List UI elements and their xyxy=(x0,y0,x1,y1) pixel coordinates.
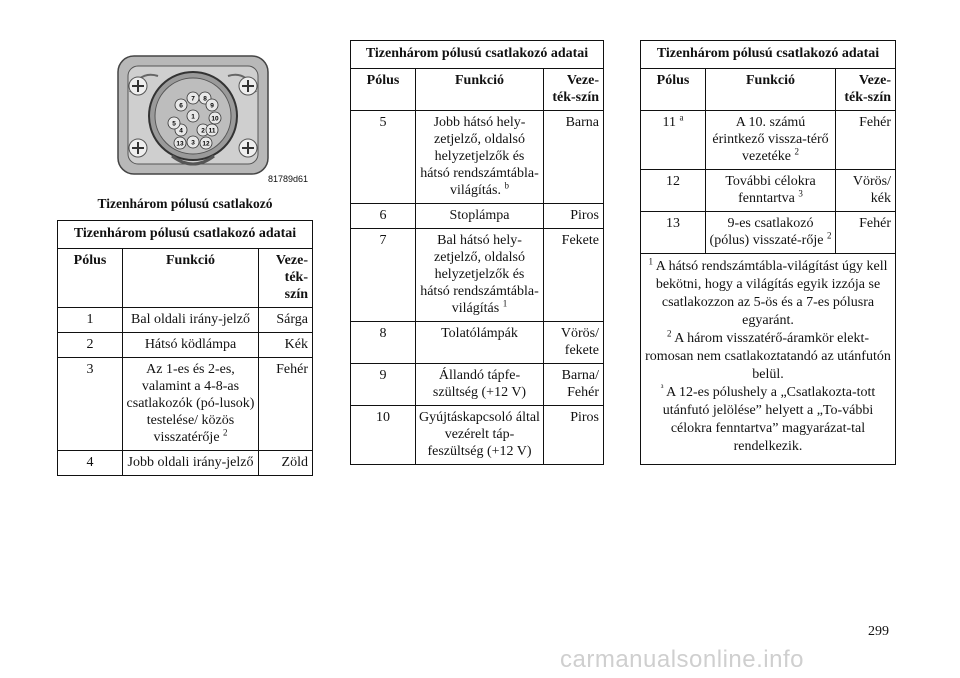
function-cell: Hátsó ködlámpa xyxy=(123,333,259,358)
wire-color-cell: Piros xyxy=(544,406,604,465)
table-row xyxy=(641,212,896,254)
column-header-function: Funkció xyxy=(123,249,259,308)
pole-cell: 3 xyxy=(58,358,123,451)
table-row xyxy=(351,364,604,406)
pole-cell: 13 xyxy=(641,212,706,254)
function-cell: Jobb oldali irány-jelző xyxy=(123,451,259,476)
wire-color-cell: Fehér xyxy=(836,111,896,170)
connector-pin-label: 10 xyxy=(211,115,219,123)
function-cell: Tolatólámpák xyxy=(416,322,544,364)
figure-code: 81789d61 xyxy=(268,174,309,184)
function-cell: Bal hátsó hely-zetjelző, oldalsó helyzetjelzők és hátsó rendszámtábla-világítás $^1$ xyxy=(416,229,544,322)
pole-cell: 6 xyxy=(351,204,416,229)
pole-cell: 7 xyxy=(351,229,416,322)
column-header-function: Funkció xyxy=(706,69,836,111)
connector-figure xyxy=(110,46,330,186)
table-row xyxy=(58,308,313,333)
connector-pin-label: 9 xyxy=(210,102,214,110)
column-header-wire: Veze-ték-szín xyxy=(544,69,604,111)
table-row xyxy=(351,229,604,322)
pole-cell: 5 xyxy=(351,111,416,204)
pole-cell: 1 xyxy=(58,308,123,333)
watermark: carmanualsonline.info xyxy=(560,646,804,673)
connector-pin-label: 6 xyxy=(179,102,183,110)
connector-table-3 xyxy=(640,40,896,465)
wire-color-cell: Vörös/ fekete xyxy=(544,322,604,364)
footnote: $^1$ A hátsó rendszámtábla-világítást úgy kell bekötni, hogy a világítás egyik izzója se csatlakozzon az 5-ös és a 7-es pólusra egyaránt. xyxy=(648,256,888,328)
connector-pin-label: 1 xyxy=(191,113,195,121)
pole-cell: 10 xyxy=(351,406,416,465)
connector-pin-label: 13 xyxy=(176,140,184,148)
footnote: $^2$ A három visszatérő-áramkör elekt-romosan nem csatlakoztatandó az utánfutón belül. xyxy=(645,328,891,382)
table-row xyxy=(58,358,313,451)
table-row xyxy=(641,111,896,170)
table-row xyxy=(58,333,313,358)
figure-caption: Tizenhárom pólusú csatlakozó xyxy=(97,196,273,211)
page-number: 299 xyxy=(868,624,889,639)
function-cell: További célokra fenntartva $^3$ xyxy=(706,170,836,212)
thirteen-pin-connector-icon xyxy=(118,56,268,174)
pole-cell: 8 xyxy=(351,322,416,364)
table-title: Tizenhárom pólusú csatlakozó adatai xyxy=(641,41,896,69)
table-title: Tizenhárom pólusú csatlakozó adatai xyxy=(351,41,604,69)
table-row xyxy=(641,170,896,212)
wire-color-cell: Kék xyxy=(259,333,313,358)
table-row xyxy=(351,406,604,465)
connector-pin-label: 7 xyxy=(191,95,195,103)
wire-color-cell: Fekete xyxy=(544,229,604,322)
footnotes xyxy=(641,254,896,465)
function-cell: Az 1-es és 2-es, valamint a 4-8-as csatlakozók (pó-lusok) testelése/ közös visszatérője $^2$ xyxy=(123,358,259,451)
column-header-pole: Pólus xyxy=(58,249,123,308)
pole-cell: 2 xyxy=(58,333,123,358)
wire-color-cell: Barna xyxy=(544,111,604,204)
function-cell: Bal oldali irány-jelző xyxy=(123,308,259,333)
connector-pin-label: 11 xyxy=(208,127,216,135)
column-header-function: Funkció xyxy=(416,69,544,111)
function-cell: Gyújtáskapcsoló által vezérelt táp-feszültség (+12 V) xyxy=(416,406,544,465)
pole-cell: 4 xyxy=(58,451,123,476)
connector-table-1 xyxy=(57,220,313,476)
function-cell: Állandó tápfe-szültség (+12 V) xyxy=(416,364,544,406)
pole-cell: 11 $^a$ xyxy=(641,111,706,170)
connector-pin-label: 2 xyxy=(201,127,205,135)
wire-color-cell: Vörös/ kék xyxy=(836,170,896,212)
wire-color-cell: Fehér xyxy=(836,212,896,254)
function-cell: A 10. számú érintkező vissza-térő vezetéke $^2$ xyxy=(706,111,836,170)
footnote: $^{^3}$ A 12-es pólushely a „Csatlakozta-tott utánfutó jelölése” helyett a „To-vábbi célokra fenntartva” magyarázat-tal rendelkezik. xyxy=(660,382,876,454)
pole-cell: 12 xyxy=(641,170,706,212)
connector-pin-label: 12 xyxy=(202,140,210,148)
table-row xyxy=(351,322,604,364)
column-header-wire: Veze-ték-szín xyxy=(259,249,313,308)
table-row xyxy=(58,451,313,476)
wire-color-cell: Piros xyxy=(544,204,604,229)
connector-pin-label: 4 xyxy=(179,127,183,135)
connector-pin-label: 8 xyxy=(203,95,207,103)
function-cell: 9-es csatlakozó (pólus) visszaté-rője $^2$ xyxy=(706,212,836,254)
column-header-wire: Veze-ték-szín xyxy=(836,69,896,111)
function-cell: Stoplámpa xyxy=(416,204,544,229)
table-row xyxy=(351,204,604,229)
wire-color-cell: Fehér xyxy=(259,358,313,451)
connector-pin-label: 3 xyxy=(191,139,195,147)
table-row xyxy=(351,111,604,204)
wire-color-cell: Sárga xyxy=(259,308,313,333)
wire-color-cell: Barna/ Fehér xyxy=(544,364,604,406)
column-header-pole: Pólus xyxy=(641,69,706,111)
column-header-pole: Pólus xyxy=(351,69,416,111)
function-cell: Jobb hátsó hely-zetjelző, oldalsó helyzetjelzők és hátsó rendszámtábla-világítás. $^b$ xyxy=(416,111,544,204)
pole-cell: 9 xyxy=(351,364,416,406)
wire-color-cell: Zöld xyxy=(259,451,313,476)
connector-pin-label: 5 xyxy=(172,120,176,128)
connector-table-2 xyxy=(350,40,604,465)
table-title: Tizenhárom pólusú csatlakozó adatai xyxy=(58,221,313,249)
